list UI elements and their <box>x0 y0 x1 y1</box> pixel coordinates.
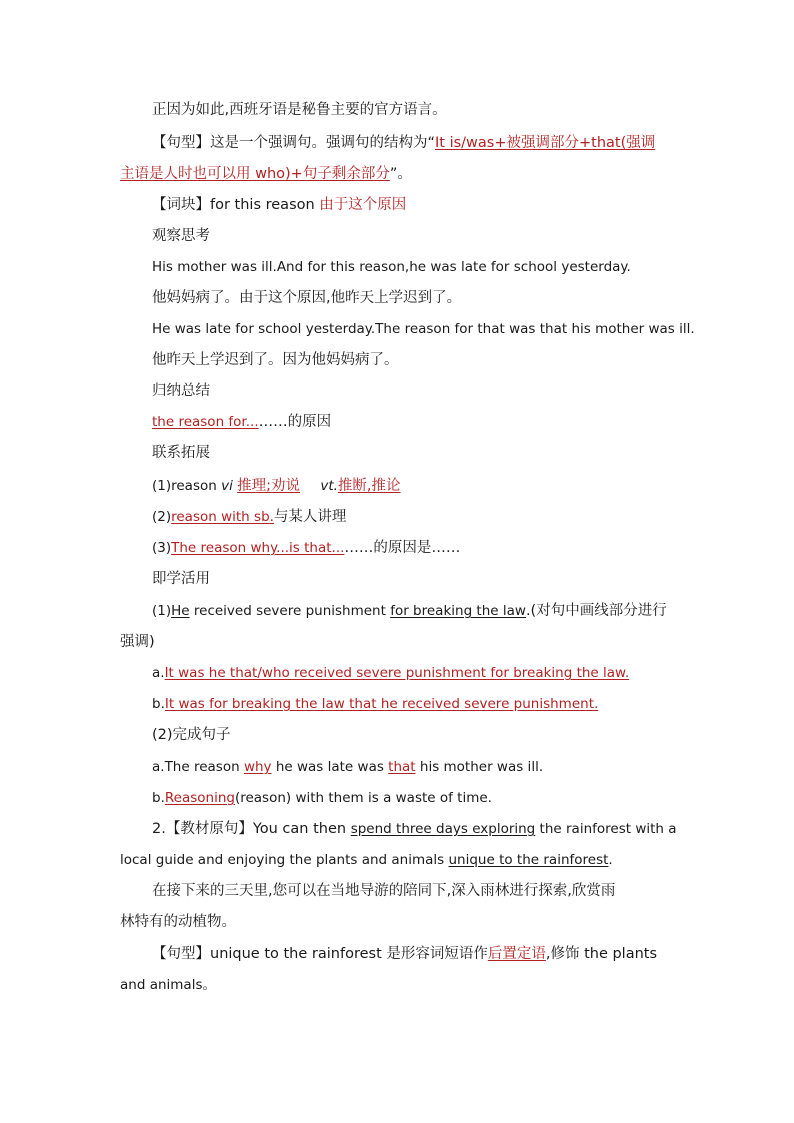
answer-reason-with: reason with sb. <box>171 509 274 525</box>
line-reason-why: (3)The reason why...is that...……的原因是…… <box>152 540 461 556</box>
answer-2a-that: that <box>388 759 416 775</box>
answer-1a: It was he that/who received severe punishment for breaking the law. <box>164 665 630 681</box>
structure-note-2: 【句型】unique to the rainforest 是形容词短语作后置定语,修饰 the plants <box>152 946 658 962</box>
answer-structure-1: It is/was+被强调部分+that(强调 <box>435 135 656 151</box>
line-reason-vi: (1)reason vi 推理;劝说 vt.推断,推论 <box>152 478 401 494</box>
section-heading-extend: 联系拓展 <box>152 445 210 461</box>
example-en-2: He was late for school yesterday.The reason for that was that his mother was ill. <box>152 321 695 337</box>
translation-2: 在接下来的三天里,您可以在当地导游的陪同下,深入雨林进行探索,欣赏雨 <box>152 883 616 899</box>
answer-vi-meaning: 推理;劝说 <box>237 478 301 494</box>
answer-reason-for: the reason for... <box>152 414 259 430</box>
answer-chunk-meaning: 由于这个原因 <box>319 197 407 213</box>
textbook-sentence-2: 2.【教材原句】You can then spend three days exploring the rainforest with a <box>152 821 677 837</box>
answer-2b: Reasoning <box>164 790 235 806</box>
line-4: 【词块】for this reason 由于这个原因 <box>152 197 407 213</box>
answer-vt-meaning: 推断,推论 <box>337 478 401 494</box>
answer-reason-why: The reason why...is that... <box>171 540 345 556</box>
exercise-1a: a.It was he that/who received severe punishment for breaking the law. <box>152 665 630 681</box>
answer-2a-why: why <box>243 759 272 775</box>
example-cn-2: 他昨天上学迟到了。因为他妈妈病了。 <box>152 352 399 368</box>
line-reason-for: the reason for...……的原因 <box>152 414 332 430</box>
section-heading-observe: 观察思考 <box>152 228 210 244</box>
line-2: 【句型】这是一个强调句。强调句的结构为“It is/was+被强调部分+that(强调 <box>152 135 656 151</box>
line-reason-with: (2)reason with sb.与某人讲理 <box>152 509 347 525</box>
textbook-sentence-2-cont: local guide and enjoying the plants and animals unique to the rainforest. <box>120 852 613 868</box>
section-heading-summary: 归纳总结 <box>152 383 210 399</box>
exercise-2a: a.The reason why he was late was that his mother was ill. <box>152 759 544 775</box>
exercise-2b: b.Reasoning(reason) with them is a waste of time. <box>152 790 492 806</box>
example-cn-1: 他妈妈病了。由于这个原因,他昨天上学迟到了。 <box>152 290 462 306</box>
exercise-1-prompt: (1)He received severe punishment for breaking the law.(对句中画线部分进行 <box>152 603 667 619</box>
exercise-2-heading: (2)完成句子 <box>152 727 231 743</box>
answer-structure-2: 主语是人时也可以用 who)+句子剩余部分 <box>120 166 390 182</box>
answer-1b: It was for breaking the law that he received severe punishment. <box>164 696 599 712</box>
exercise-1b: b.It was for breaking the law that he received severe punishment. <box>152 696 599 712</box>
structure-note-2-cont: and animals。 <box>120 977 216 993</box>
line-3: 主语是人时也可以用 who)+句子剩余部分”。 <box>120 166 412 182</box>
answer-postpositive-attributive: 后置定语 <box>487 946 546 962</box>
exercise-1-prompt-cont: 强调) <box>120 634 155 650</box>
line-1: 正因为如此,西班牙语是秘鲁主要的官方语言。 <box>152 102 447 118</box>
translation-2-cont: 林特有的动植物。 <box>120 914 236 930</box>
example-en-1: His mother was ill.And for this reason,he was late for school yesterday. <box>152 259 631 275</box>
section-heading-practice: 即学活用 <box>152 571 210 587</box>
